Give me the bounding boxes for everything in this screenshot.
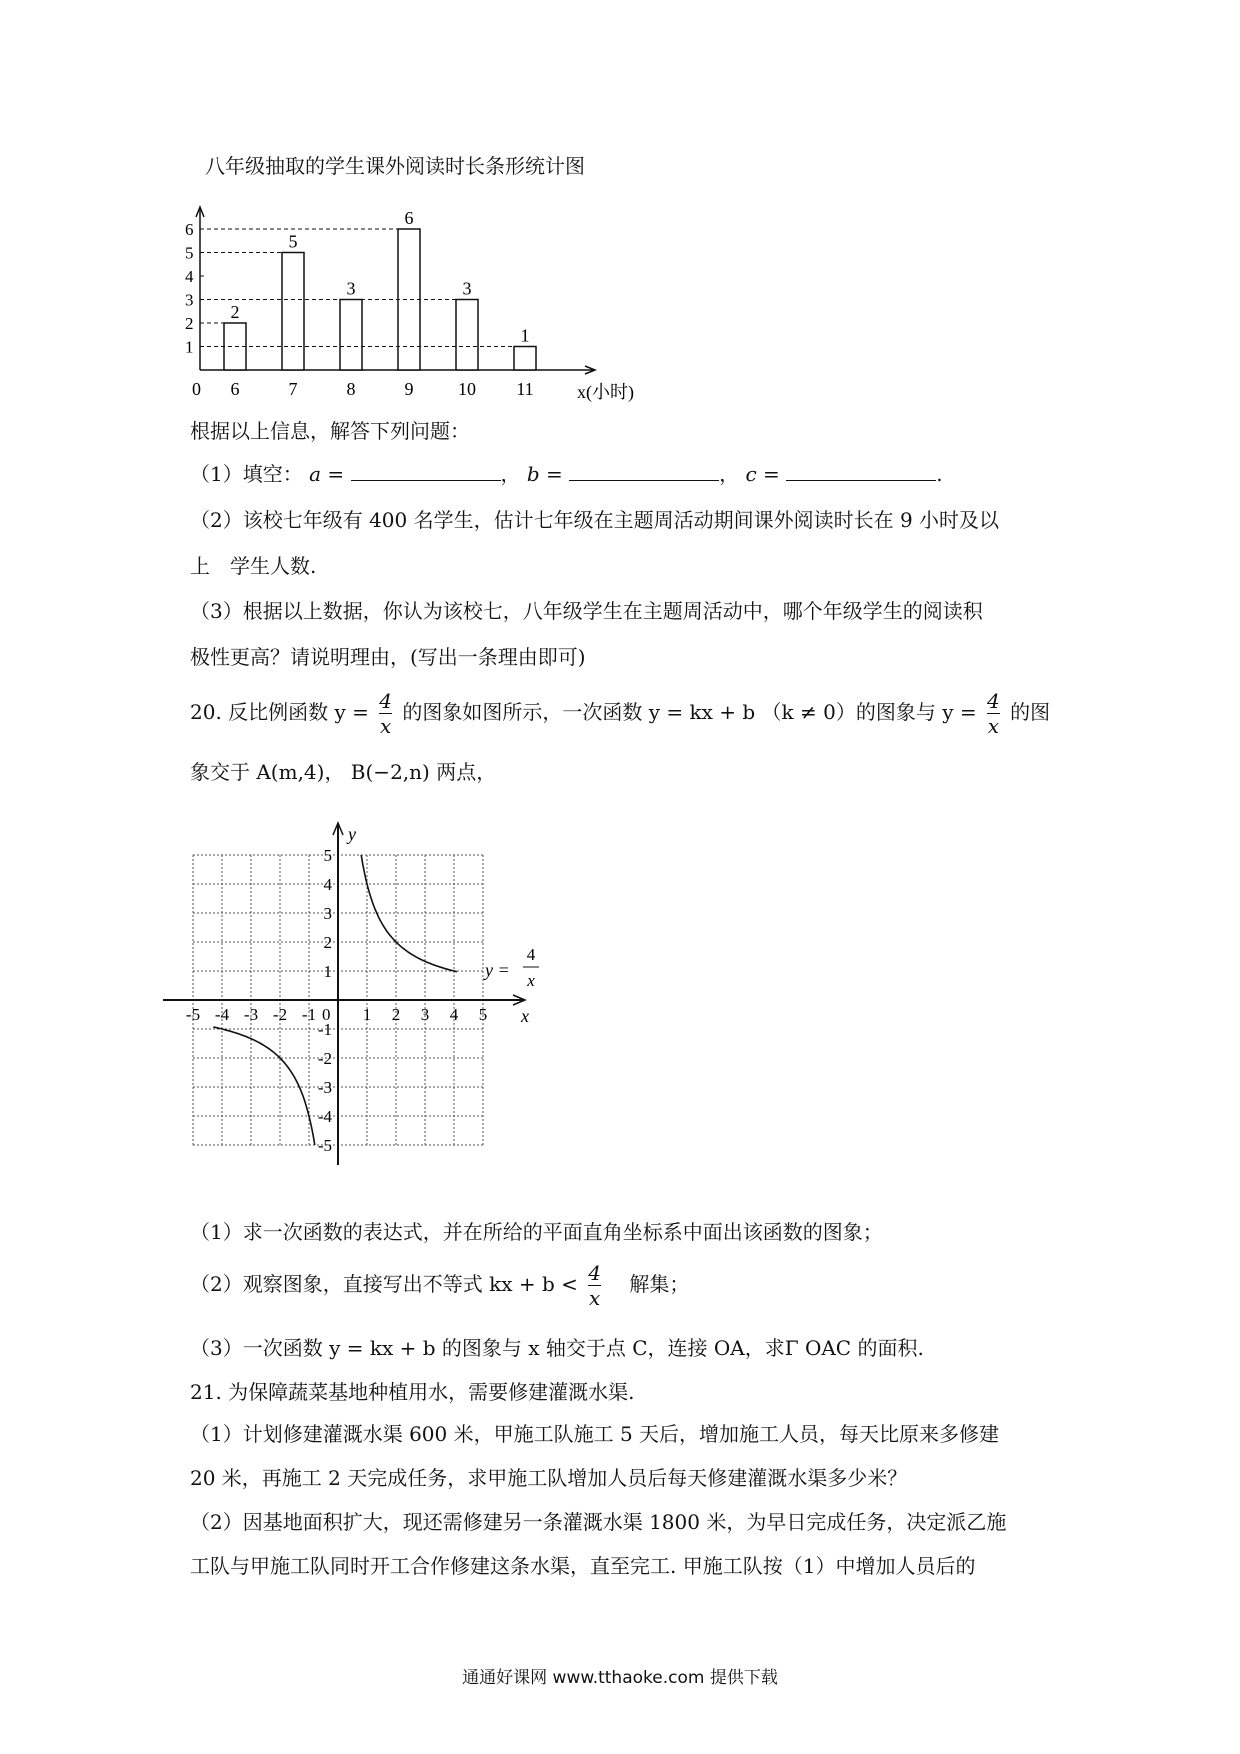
q1-line: （1）填空： a = ， b = ， c = . (190, 462, 943, 486)
bar-data-label: 2 (230, 302, 240, 322)
y-tick-label: 1 (323, 962, 332, 981)
y-tick-label: -2 (317, 1049, 332, 1068)
bar-chart (180, 180, 640, 410)
bar-data-label: 1 (520, 325, 530, 346)
q21-2-line1: （2）因基地面积扩大，现还需修建另一条灌溉水渠 1800 米，为早日完成任务，决定派乙施 (190, 1510, 1007, 1534)
x-tick-label: 11 (516, 379, 534, 399)
x-tick-label: 10 (458, 379, 476, 399)
y-tick-label: -5 (317, 1136, 332, 1155)
q1-prefix: （1）填空： (190, 462, 303, 486)
q20-2 (190, 1258, 689, 1310)
p21-title: 21. 为保障蔬菜基地种植用水，需要修建灌溉水渠. (190, 1380, 635, 1404)
y-tick-label: 3 (185, 290, 194, 310)
q21-2-line2: 工队与甲施工队同时开工合作修建这条水渠，直至完工. 甲施工队按（1）中增加人员后的 (190, 1554, 976, 1578)
y-tick-label: 5 (185, 243, 194, 263)
x-tick-label: 4 (449, 1005, 459, 1024)
x-tick-label: 3 (420, 1005, 430, 1024)
q1-c-label: c = (745, 462, 780, 486)
y-tick-label: 2 (323, 933, 332, 952)
bar-data-label: 5 (288, 231, 298, 252)
x-axis-label: x(小时) (577, 382, 634, 402)
x-tick-label: -5 (185, 1005, 201, 1024)
curve-label-left: y = (485, 960, 510, 980)
fraction-4-over-x-2: $\frac{4}{x}$ (987, 689, 1000, 738)
q1-c-blank[interactable] (786, 462, 936, 481)
y-tick-label: -4 (317, 1107, 332, 1126)
q1-a-blank[interactable] (351, 462, 501, 481)
coordinate-graph (185, 800, 620, 1200)
x-tick-label: 8 (346, 379, 356, 399)
y-tick-label: 4 (185, 267, 194, 286)
x-tick-label: 9 (404, 379, 414, 399)
q20-3: （3）一次函数 y = kx + b 的图象与 x 轴交于点 C，连接 OA，求Γ OAC 的面积. (190, 1336, 924, 1360)
p20-part-b: 的图象如图所示，一次函数 y = kx + b （k ≠ 0）的图象与 y = (402, 700, 977, 724)
bar-data-label: 3 (462, 278, 472, 299)
p20-line1 (190, 686, 1050, 738)
q21-1-line2: 20 米，再施工 2 天完成任务，求甲施工队增加人员后每天修建灌溉水渠多少米？ (190, 1466, 908, 1490)
x-tick-label: 1 (362, 1005, 372, 1024)
graph-labels (186, 824, 539, 1155)
q20-1: （1）求一次函数的表达式，并在所给的平面直角坐标系中面出该函数的图象； (190, 1220, 883, 1244)
y-tick-label: -3 (317, 1078, 332, 1097)
p20-line2: 象交于 A(m,4)， B(−2,n) 两点， (190, 760, 497, 784)
y-tick-label: 2 (185, 314, 194, 333)
origin-label: 0 (322, 1005, 331, 1024)
x-tick-label: -3 (243, 1005, 259, 1024)
intro-text: 根据以上信息，解答下列问题： (190, 419, 470, 443)
q1-a-label: a = (309, 462, 345, 486)
x-tick-label: -1 (301, 1005, 317, 1024)
bar (282, 253, 304, 371)
bar-data-label: 6 (404, 208, 414, 228)
y-tick-label: -1 (317, 1020, 332, 1039)
chart-title: 八年级抽取的学生课外阅读时长条形统计图 (205, 154, 585, 178)
q1-b-blank[interactable] (569, 462, 719, 481)
bar (340, 300, 362, 371)
q1-b-label: b = (526, 462, 563, 486)
bar (514, 347, 536, 371)
graph-axes (163, 823, 525, 1165)
fraction-4-over-x: $\frac{4}{x}$ (379, 689, 393, 738)
y-tick-label: 5 (323, 846, 332, 865)
q3-line1: （3）根据以上数据，你认为该校七，八年级学生在主题周活动中，哪个年级学生的阅读积 (190, 599, 983, 623)
y-tick-label: 1 (185, 337, 194, 357)
origin-label: 0 (192, 379, 201, 399)
hyperbola-branch-negative (213, 1027, 314, 1145)
x-tick-label: -4 (214, 1005, 230, 1024)
fraction-4-over-x-3: $\frac{4}{x}$ (588, 1261, 601, 1310)
y-tick-label: 3 (323, 904, 332, 923)
q3-line2: 极性更高？请说明理由，(写出一条理由即可) (190, 645, 586, 669)
x-tick-label: 2 (391, 1005, 401, 1024)
y-tick-label: 4 (323, 875, 332, 894)
q21-1-line1: （1）计划修建灌溉水渠 600 米，甲施工队施工 5 天后，增加施工人员，每天比原来多修建 (190, 1422, 1000, 1446)
q2-line2: 上 学生人数. (190, 554, 317, 578)
bar (398, 229, 420, 370)
y-axis-label: y (348, 824, 356, 844)
p20-part-c: 的图 (1010, 700, 1051, 724)
x-axis-label: x (521, 1006, 529, 1026)
x-tick-label: 7 (288, 379, 298, 399)
y-tick-label: 6 (185, 220, 194, 239)
curve-label-den: x (527, 971, 535, 990)
q20-2-part-b: 解集； (629, 1272, 690, 1296)
bar-data-label: 3 (346, 278, 356, 299)
q2-line1: （2）该校七年级有 400 名学生，估计七年级在主题周活动期间课外阅读时长在 9 小时及以 (190, 508, 1000, 532)
curve-label-num: 4 (526, 945, 536, 964)
q20-2-part-a: （2）观察图象，直接写出不等式 kx + b < (190, 1272, 578, 1296)
footer-text: 通通好课网 www.tthaoke.com 提供下载 (462, 1668, 778, 1688)
x-tick-label: 6 (230, 379, 240, 399)
x-tick-label: -2 (272, 1005, 288, 1024)
p20-part-a: 20. 反比例函数 y = (190, 700, 369, 724)
bar (456, 300, 478, 371)
x-tick-label: 5 (478, 1005, 488, 1024)
